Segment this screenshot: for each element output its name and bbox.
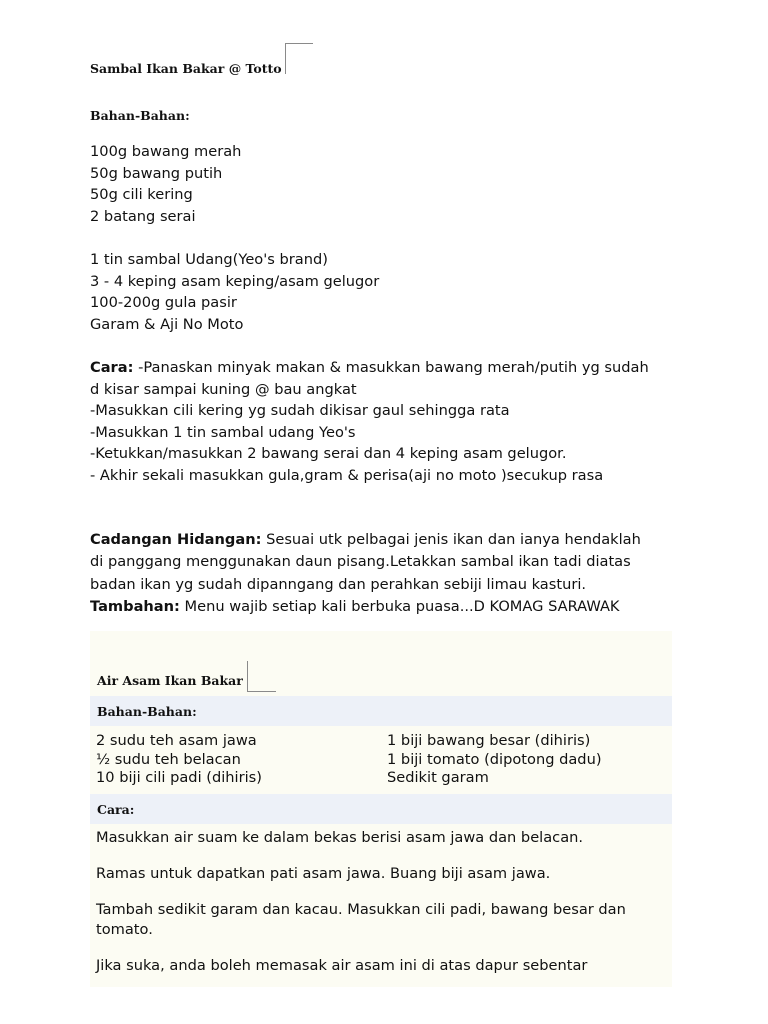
method-step: Masukkan air suam ke dalam bekas berisi asam jawa dan belacan. <box>96 829 584 846</box>
method-line: -Masukkan cili kering yg sudah dikisar gaul sehingga rata <box>90 402 510 420</box>
ingredients-heading: Bahan-Bahan: <box>97 704 197 719</box>
extra-text: Menu wajib setiap kali berbuka puasa...D KOMAG SARAWAK <box>179 598 620 616</box>
ingredient-item: ½ sudu teh belacan <box>96 750 241 768</box>
method-step: Jika suka, anda boleh memasak air asam ini di atas dapur sebentar <box>96 957 588 974</box>
recipe-title-text: Sambal Ikan Bakar @ Totto <box>90 61 282 76</box>
ingredient-item: 100g bawang merah <box>90 143 242 160</box>
method-line <box>90 357 680 379</box>
ingredient-item: 1 biji tomato (dipotong dadu) <box>387 750 602 768</box>
method-line: - Akhir sekali masukkan gula,gram & perisa(aji no moto )secukup rasa <box>90 466 604 484</box>
ingredient-item: Garam & Aji No Moto <box>90 315 244 333</box>
method-steps <box>96 828 666 992</box>
ingredient-row <box>96 769 666 788</box>
ingredient-item: Sedikit garam <box>387 769 489 787</box>
ingredient-item: 2 batang serai <box>90 207 196 225</box>
serving-text: Sesuai utk pelbagai jenis ikan dan ianya hendaklah <box>261 531 641 548</box>
method-line: -Masukkan 1 tin sambal udang Yeo's <box>90 423 356 441</box>
serving-section <box>90 529 680 619</box>
ingredient-item: 1 biji bawang besar (dihiris) <box>387 732 591 749</box>
serving-label: Cadangan Hidangan: <box>90 531 262 548</box>
method-line: -Ketukkan/masukkan 2 bawang serai dan 4 keping asam gelugor. <box>90 445 567 463</box>
method-label: Cara: <box>90 359 134 376</box>
ingredient-item: 100-200g gula pasir <box>90 294 237 312</box>
ingredient-row <box>96 751 666 770</box>
recipe-title <box>90 45 313 76</box>
ingredients-list <box>90 141 379 335</box>
ingredient-item: 10 biji cili padi (dihiris) <box>96 769 262 787</box>
method-heading-band <box>90 794 672 824</box>
serving-line: badan ikan yg sudah dipanngang dan perahkan sebiji limau kasturi. <box>90 575 587 593</box>
extra-label: Tambahan: <box>90 598 180 616</box>
method-line: d kisar sampai kuning @ bau angkat <box>90 380 357 398</box>
image-placeholder-icon <box>285 43 313 74</box>
ingredient-item: 1 tin sambal Udang(Yeo's brand) <box>90 250 328 268</box>
ingredient-item: 3 - 4 keping asam keping/asam gelugor <box>90 272 380 290</box>
ingredient-row <box>96 732 666 751</box>
method-step: Tambah sedikit garam dan kacau. Masukkan cili padi, bawang besar dan tomato. <box>96 901 626 938</box>
ingredients-heading: Bahan-Bahan: <box>90 108 190 123</box>
serving-line <box>90 529 680 551</box>
method-heading: Cara: <box>97 802 135 817</box>
ingredient-item: 2 sudu teh asam jawa <box>96 732 257 749</box>
method-text: -Panaskan minyak makan & masukkan bawang merah/putih yg sudah <box>133 359 649 376</box>
ingredients-heading-band <box>90 696 672 726</box>
ingredients-table <box>96 732 666 788</box>
method-step: Ramas untuk dapatkan pati asam jawa. Buang biji asam jawa. <box>96 865 551 882</box>
serving-line: di panggang menggunakan daun pisang.Letakkan sambal ikan tadi diatas <box>90 553 631 571</box>
recipe-title <box>97 657 276 688</box>
spacer <box>90 227 379 249</box>
method-section <box>90 357 680 487</box>
extra-line <box>90 596 680 618</box>
ingredient-item: 50g cili kering <box>90 186 193 204</box>
image-placeholder-icon <box>247 661 276 692</box>
recipe-title-text: Air Asam Ikan Bakar <box>97 673 243 688</box>
ingredient-item: 50g bawang putih <box>90 164 223 182</box>
recipe-air-asam-panel <box>90 631 672 987</box>
